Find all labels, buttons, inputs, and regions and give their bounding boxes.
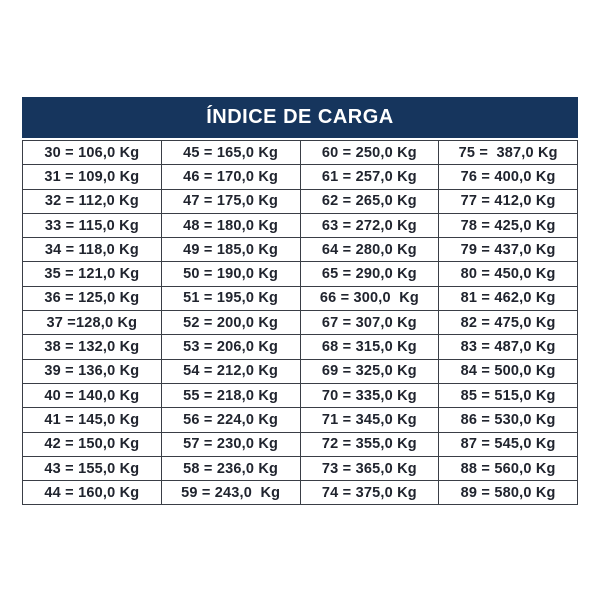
load-index-grid [22, 140, 578, 505]
load-index-cell: 42 = 150,0 Kg [23, 433, 161, 456]
load-index-cell: 88 = 560,0 Kg [439, 457, 577, 480]
load-index-cell: 85 = 515,0 Kg [439, 384, 577, 407]
load-index-cell: 79 = 437,0 Kg [439, 238, 577, 261]
load-index-cell: 64 = 280,0 Kg [301, 238, 439, 261]
load-index-cell: 34 = 118,0 Kg [23, 238, 161, 261]
load-index-cell: 67 = 307,0 Kg [301, 311, 439, 334]
load-index-cell: 69 = 325,0 Kg [301, 360, 439, 383]
load-index-cell: 32 = 112,0 Kg [23, 190, 161, 213]
load-index-cell: 59 = 243,0 Kg [162, 481, 300, 504]
load-index-cell: 62 = 265,0 Kg [301, 190, 439, 213]
load-index-cell: 77 = 412,0 Kg [439, 190, 577, 213]
load-index-cell: 54 = 212,0 Kg [162, 360, 300, 383]
load-index-cell: 46 = 170,0 Kg [162, 165, 300, 188]
load-index-cell: 73 = 365,0 Kg [301, 457, 439, 480]
load-index-cell: 84 = 500,0 Kg [439, 360, 577, 383]
load-index-cell: 30 = 106,0 Kg [23, 141, 161, 164]
load-index-cell: 31 = 109,0 Kg [23, 165, 161, 188]
load-index-cell: 35 = 121,0 Kg [23, 262, 161, 285]
load-index-cell: 55 = 218,0 Kg [162, 384, 300, 407]
load-index-cell: 89 = 580,0 Kg [439, 481, 577, 504]
load-index-cell: 80 = 450,0 Kg [439, 262, 577, 285]
load-index-cell: 56 = 224,0 Kg [162, 408, 300, 431]
load-index-cell: 47 = 175,0 Kg [162, 190, 300, 213]
load-index-cell: 41 = 145,0 Kg [23, 408, 161, 431]
load-index-cell: 52 = 200,0 Kg [162, 311, 300, 334]
load-index-cell: 87 = 545,0 Kg [439, 433, 577, 456]
load-index-cell: 44 = 160,0 Kg [23, 481, 161, 504]
load-index-cell: 40 = 140,0 Kg [23, 384, 161, 407]
load-index-cell: 65 = 290,0 Kg [301, 262, 439, 285]
load-index-cell: 49 = 185,0 Kg [162, 238, 300, 261]
load-index-cell: 86 = 530,0 Kg [439, 408, 577, 431]
table-title [22, 97, 578, 138]
load-index-cell: 81 = 462,0 Kg [439, 287, 577, 310]
load-index-cell: 51 = 195,0 Kg [162, 287, 300, 310]
load-index-cell: 68 = 315,0 Kg [301, 335, 439, 358]
load-index-cell: 71 = 345,0 Kg [301, 408, 439, 431]
load-index-cell: 45 = 165,0 Kg [162, 141, 300, 164]
load-index-cell: 83 = 487,0 Kg [439, 335, 577, 358]
load-index-cell: 36 = 125,0 Kg [23, 287, 161, 310]
load-index-cell: 39 = 136,0 Kg [23, 360, 161, 383]
load-index-cell: 66 = 300,0 Kg [301, 287, 439, 310]
load-index-table [22, 97, 578, 505]
load-index-cell: 37 =128,0 Kg [23, 311, 161, 334]
load-index-cell: 72 = 355,0 Kg [301, 433, 439, 456]
load-index-cell: 38 = 132,0 Kg [23, 335, 161, 358]
load-index-cell: 63 = 272,0 Kg [301, 214, 439, 237]
load-index-cell: 43 = 155,0 Kg [23, 457, 161, 480]
load-index-cell: 74 = 375,0 Kg [301, 481, 439, 504]
load-index-cell: 78 = 425,0 Kg [439, 214, 577, 237]
load-index-cell: 50 = 190,0 Kg [162, 262, 300, 285]
load-index-cell: 57 = 230,0 Kg [162, 433, 300, 456]
load-index-cell: 70 = 335,0 Kg [301, 384, 439, 407]
load-index-cell: 33 = 115,0 Kg [23, 214, 161, 237]
load-index-cell: 58 = 236,0 Kg [162, 457, 300, 480]
table-title-text: ÍNDICE DE CARGA [206, 106, 394, 128]
load-index-cell: 76 = 400,0 Kg [439, 165, 577, 188]
load-index-cell: 48 = 180,0 Kg [162, 214, 300, 237]
load-index-cell: 60 = 250,0 Kg [301, 141, 439, 164]
load-index-cell: 61 = 257,0 Kg [301, 165, 439, 188]
load-index-cell: 82 = 475,0 Kg [439, 311, 577, 334]
load-index-cell: 75 = 387,0 Kg [439, 141, 577, 164]
load-index-cell: 53 = 206,0 Kg [162, 335, 300, 358]
